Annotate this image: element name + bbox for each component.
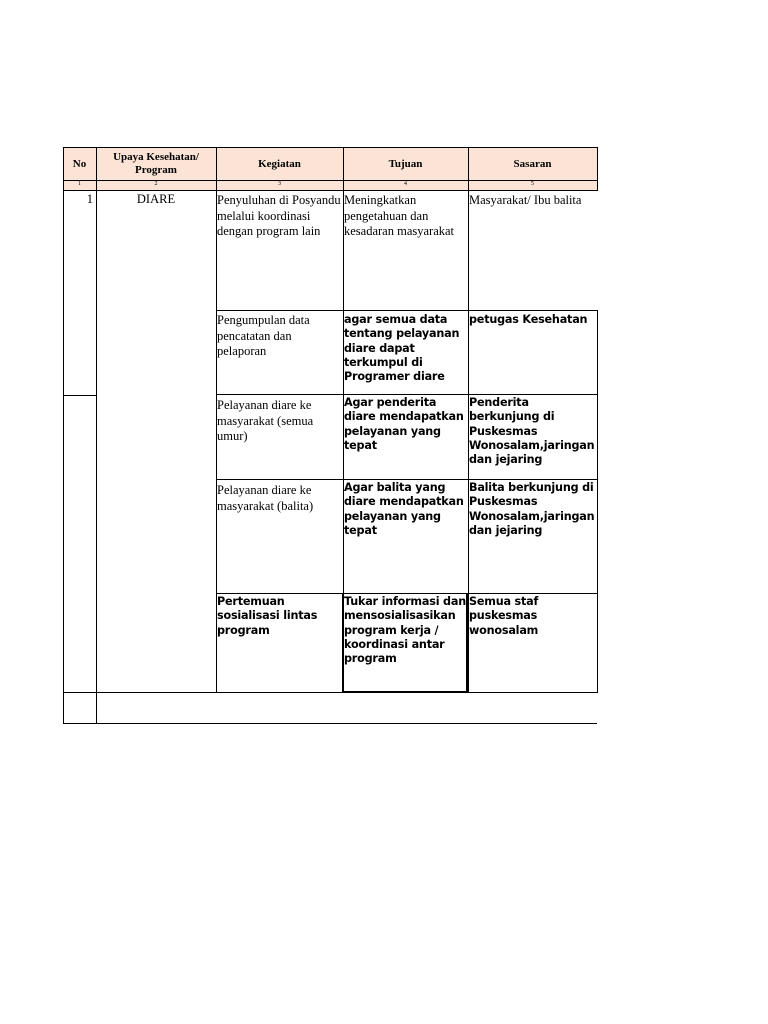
grid-line — [63, 190, 597, 191]
header-no: No — [63, 148, 96, 180]
grid-line — [63, 147, 597, 148]
grid-line — [216, 310, 598, 311]
sasaran-cell: Penderita berkunjung di Puskesmas Wonosalam,jaringan dan jejaring — [469, 396, 595, 467]
row-number: 1 — [86, 192, 93, 206]
grid-line — [63, 692, 598, 693]
grid-line — [342, 691, 468, 693]
header-sasaran: Sasaran — [468, 148, 597, 180]
tujuan-cell: Meningkatkan pengetahuan dan kesadaran masyarakat — [344, 193, 455, 238]
grid-line — [216, 147, 217, 693]
column-number: 3 — [216, 180, 343, 190]
grid-line — [63, 723, 597, 724]
header-tujuan: Tujuan — [343, 148, 468, 180]
grid-line — [63, 395, 96, 396]
sasaran-cell: petugas Kesehatan — [469, 313, 588, 326]
grid-line — [216, 394, 598, 395]
grid-line — [216, 593, 598, 594]
column-number: 4 — [343, 180, 468, 190]
kegiatan-cell: Pelayanan diare ke masyarakat (semua umur) — [217, 398, 314, 443]
kegiatan-cell: Penyuluhan di Posyandu melalui koordinasi dengan program lain — [217, 193, 341, 238]
tujuan-cell: Agar penderita diare mendapatkan pelayanan yang tepat — [344, 396, 464, 452]
column-number: 1 — [63, 180, 96, 190]
tujuan-cell: Agar balita yang diare mendapatkan pelayanan yang tepat — [344, 481, 464, 537]
grid-line — [468, 147, 469, 693]
grid-line — [63, 147, 64, 724]
kegiatan-cell: Pertemuan sosialisasi lintas program — [217, 595, 318, 637]
sasaran-cell: Balita berkunjung di Puskesmas Wonosalam,jaringan dan jejaring — [469, 481, 595, 537]
column-number: 5 — [468, 180, 597, 190]
kegiatan-cell: Pelayanan diare ke masyarakat (balita) — [217, 483, 314, 513]
grid-line — [597, 310, 598, 693]
program-name: DIARE — [136, 192, 176, 206]
grid-line — [63, 180, 597, 181]
column-number: 2 — [96, 180, 216, 190]
header-kegiatan: Kegiatan — [216, 148, 343, 180]
kegiatan-cell: Pengumpulan data pencatatan dan pelaporan — [217, 313, 310, 358]
sasaran-cell: Semua staf puskesmas wonosalam — [469, 595, 539, 637]
grid-line — [597, 147, 598, 191]
sasaran-cell: Masyarakat/ Ibu balita — [469, 193, 582, 207]
tujuan-cell: agar semua data tentang pelayanan diare dapat terkumpul di Programer diare — [344, 313, 460, 384]
tujuan-cell: Tukar informasi dan mensosialisasikan program kerja / koordinasi antar program — [344, 595, 466, 666]
header-program: Upaya Kesehatan/ Program — [96, 148, 216, 180]
grid-line — [96, 147, 97, 724]
grid-line — [216, 479, 598, 480]
grid-line — [466, 593, 468, 693]
grid-line — [342, 593, 344, 693]
